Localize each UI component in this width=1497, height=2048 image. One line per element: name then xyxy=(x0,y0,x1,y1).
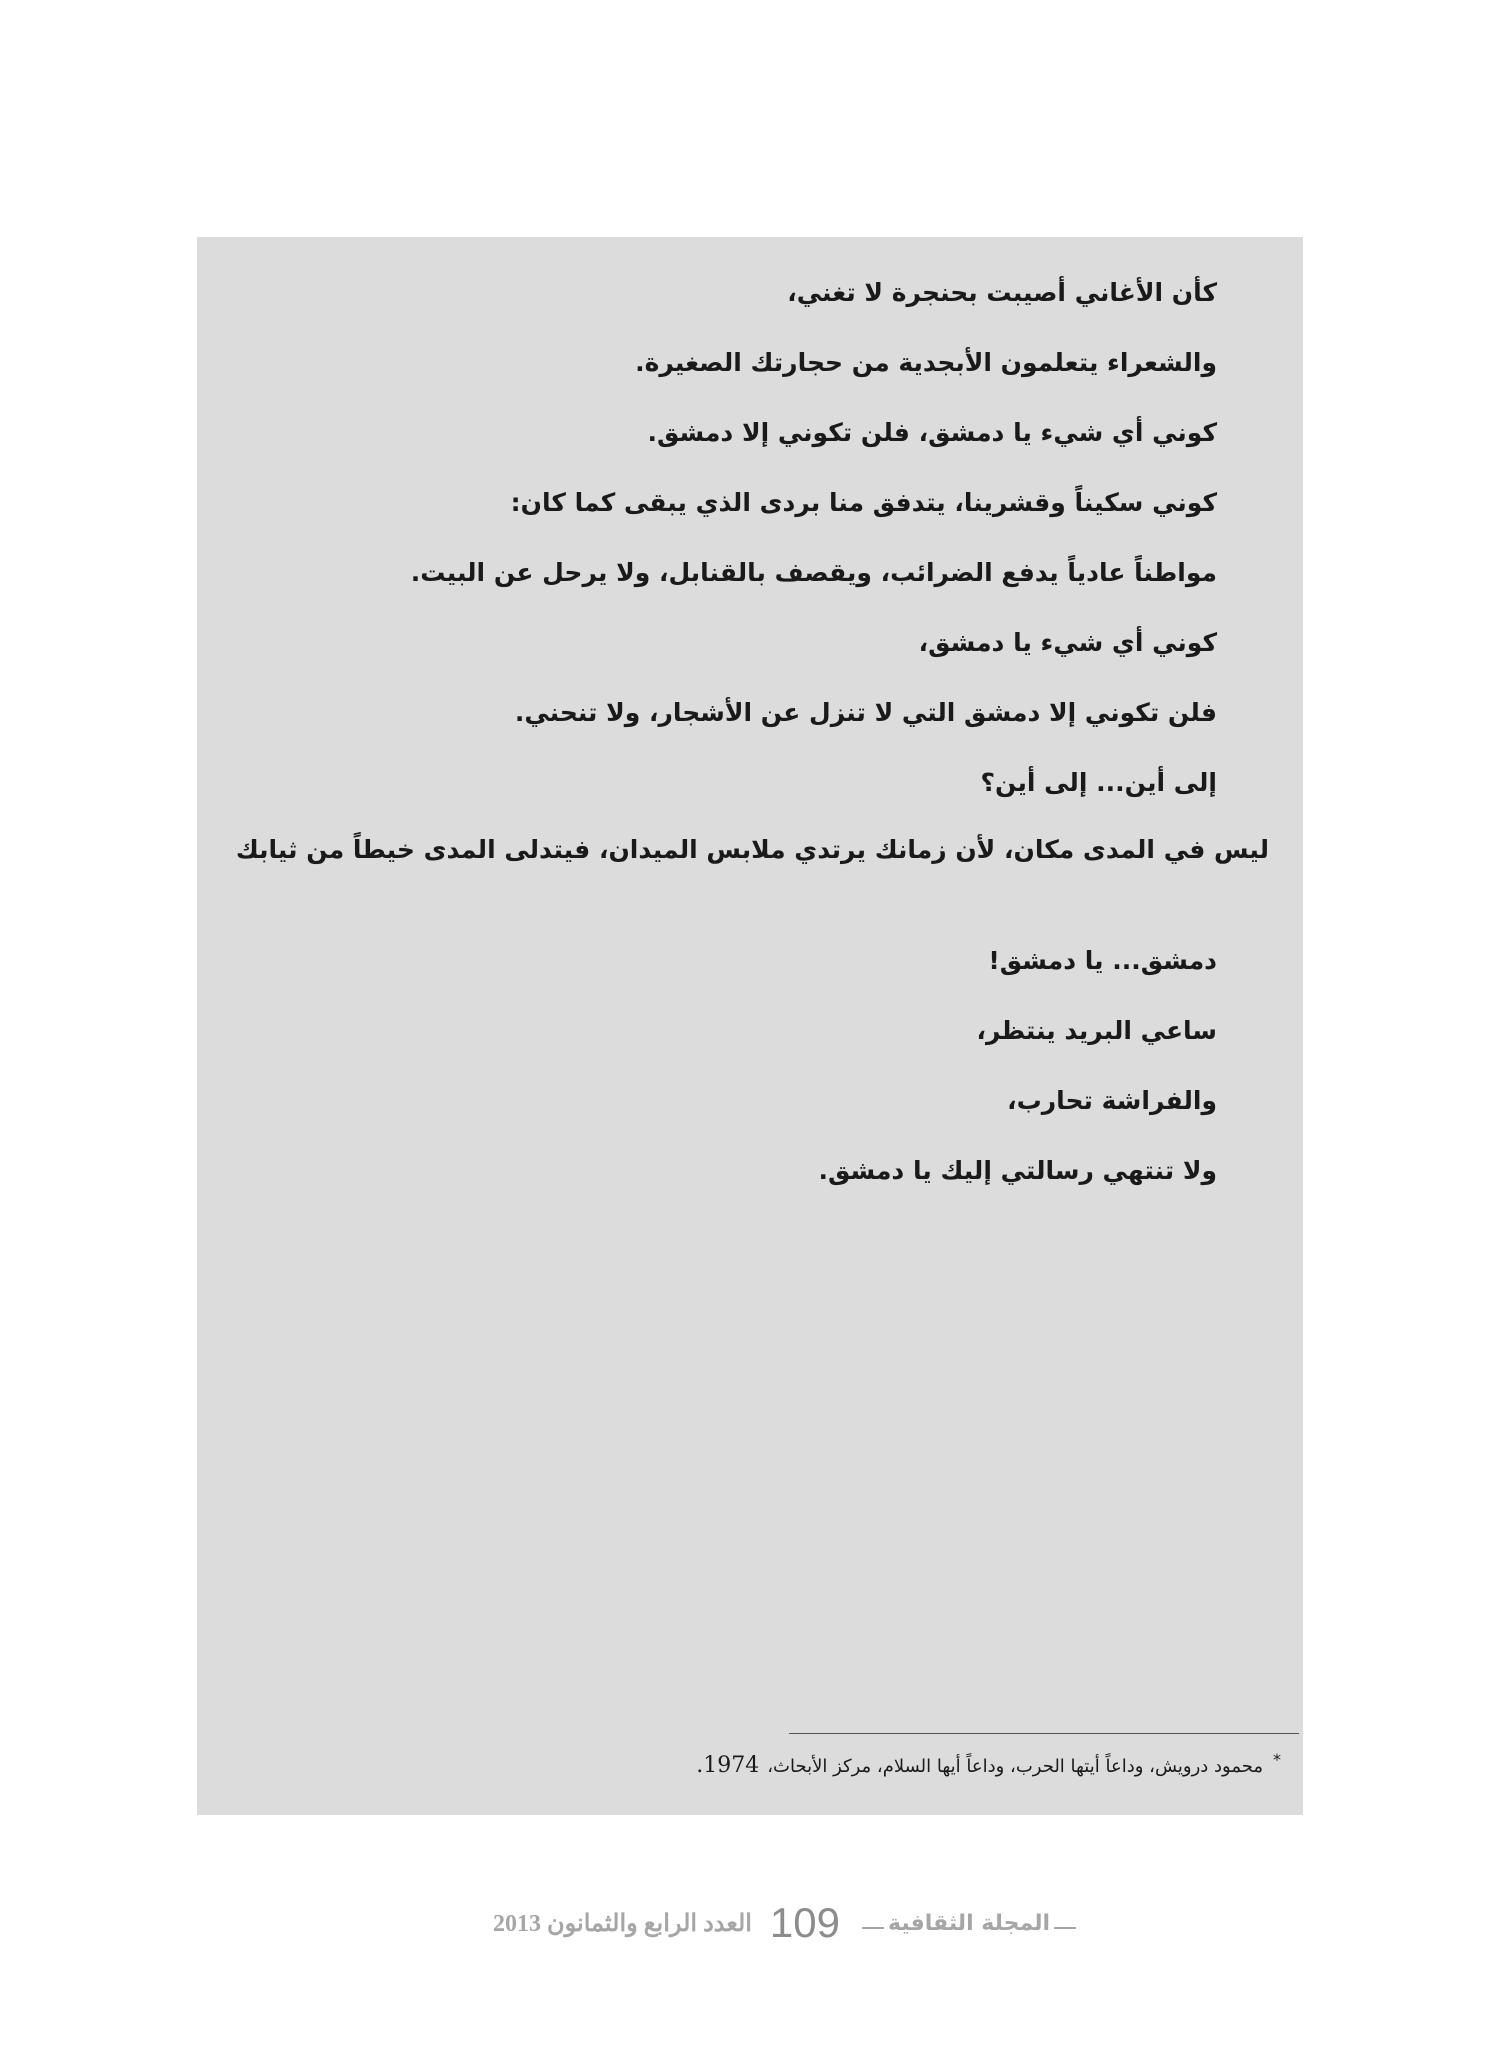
footer-decoration xyxy=(862,1927,884,1929)
poem-line: ساعي البريد ينتظر، xyxy=(976,1016,1217,1045)
page-number: 109 xyxy=(769,1899,840,1946)
poem-line: فلن تكوني إلا دمشق التي لا تنزل عن الأشجار، ولا تنحني. xyxy=(514,698,1217,727)
magazine-name: المجلة الثقافية xyxy=(888,1910,1050,1936)
poem-text xyxy=(197,237,1303,1437)
poem-line: كوني أي شيء يا دمشق، xyxy=(918,628,1217,657)
page-footer xyxy=(440,1900,1080,1946)
poem-line: والشعراء يتعلمون الأبجدية من حجارتك الصغيرة. xyxy=(635,348,1217,377)
poem-line: ليس في المدى مكان، لأن زمانك يرتدي ملابس الميدان، فيتدلى المدى خيطاً من ثيابك xyxy=(235,835,1269,864)
issue-label: العدد الرابع والثمانون 2013 xyxy=(493,1910,752,1937)
poem-line: مواطناً عادياً يدفع الضرائب، ويقصف بالقنابل، ولا يرحل عن البيت. xyxy=(410,558,1217,587)
footnote-divider xyxy=(789,1733,1299,1734)
footer-decoration xyxy=(1054,1927,1076,1929)
poem-line: دمشق... يا دمشق! xyxy=(988,946,1217,975)
poem-line: إلى أين... إلى أين؟ xyxy=(980,768,1217,797)
footnote xyxy=(696,1745,1281,1782)
poem-line: ولا تنتهي رسالتي إليك يا دمشق. xyxy=(818,1156,1217,1185)
poem-line: كوني سكيناً وقشرينا، يتدفق منا بردى الذي يبقى كما كان: xyxy=(510,488,1217,517)
content-panel xyxy=(197,237,1303,1815)
footnote-year: 1974. xyxy=(696,1753,760,1778)
poem-line: كأن الأغاني أصيبت بحنجرة لا تغني، xyxy=(787,278,1217,307)
footnote-citation: محمود درويش، وداعاً أيتها الحرب، وداعاً أيها السلام، مركز الأبحاث، xyxy=(767,1756,1263,1777)
poem-line: والفراشة تحارب، xyxy=(1007,1086,1217,1115)
poem-line: كوني أي شيء يا دمشق، فلن تكوني إلا دمشق. xyxy=(647,418,1217,447)
footnote-marker: * xyxy=(1273,1750,1281,1769)
